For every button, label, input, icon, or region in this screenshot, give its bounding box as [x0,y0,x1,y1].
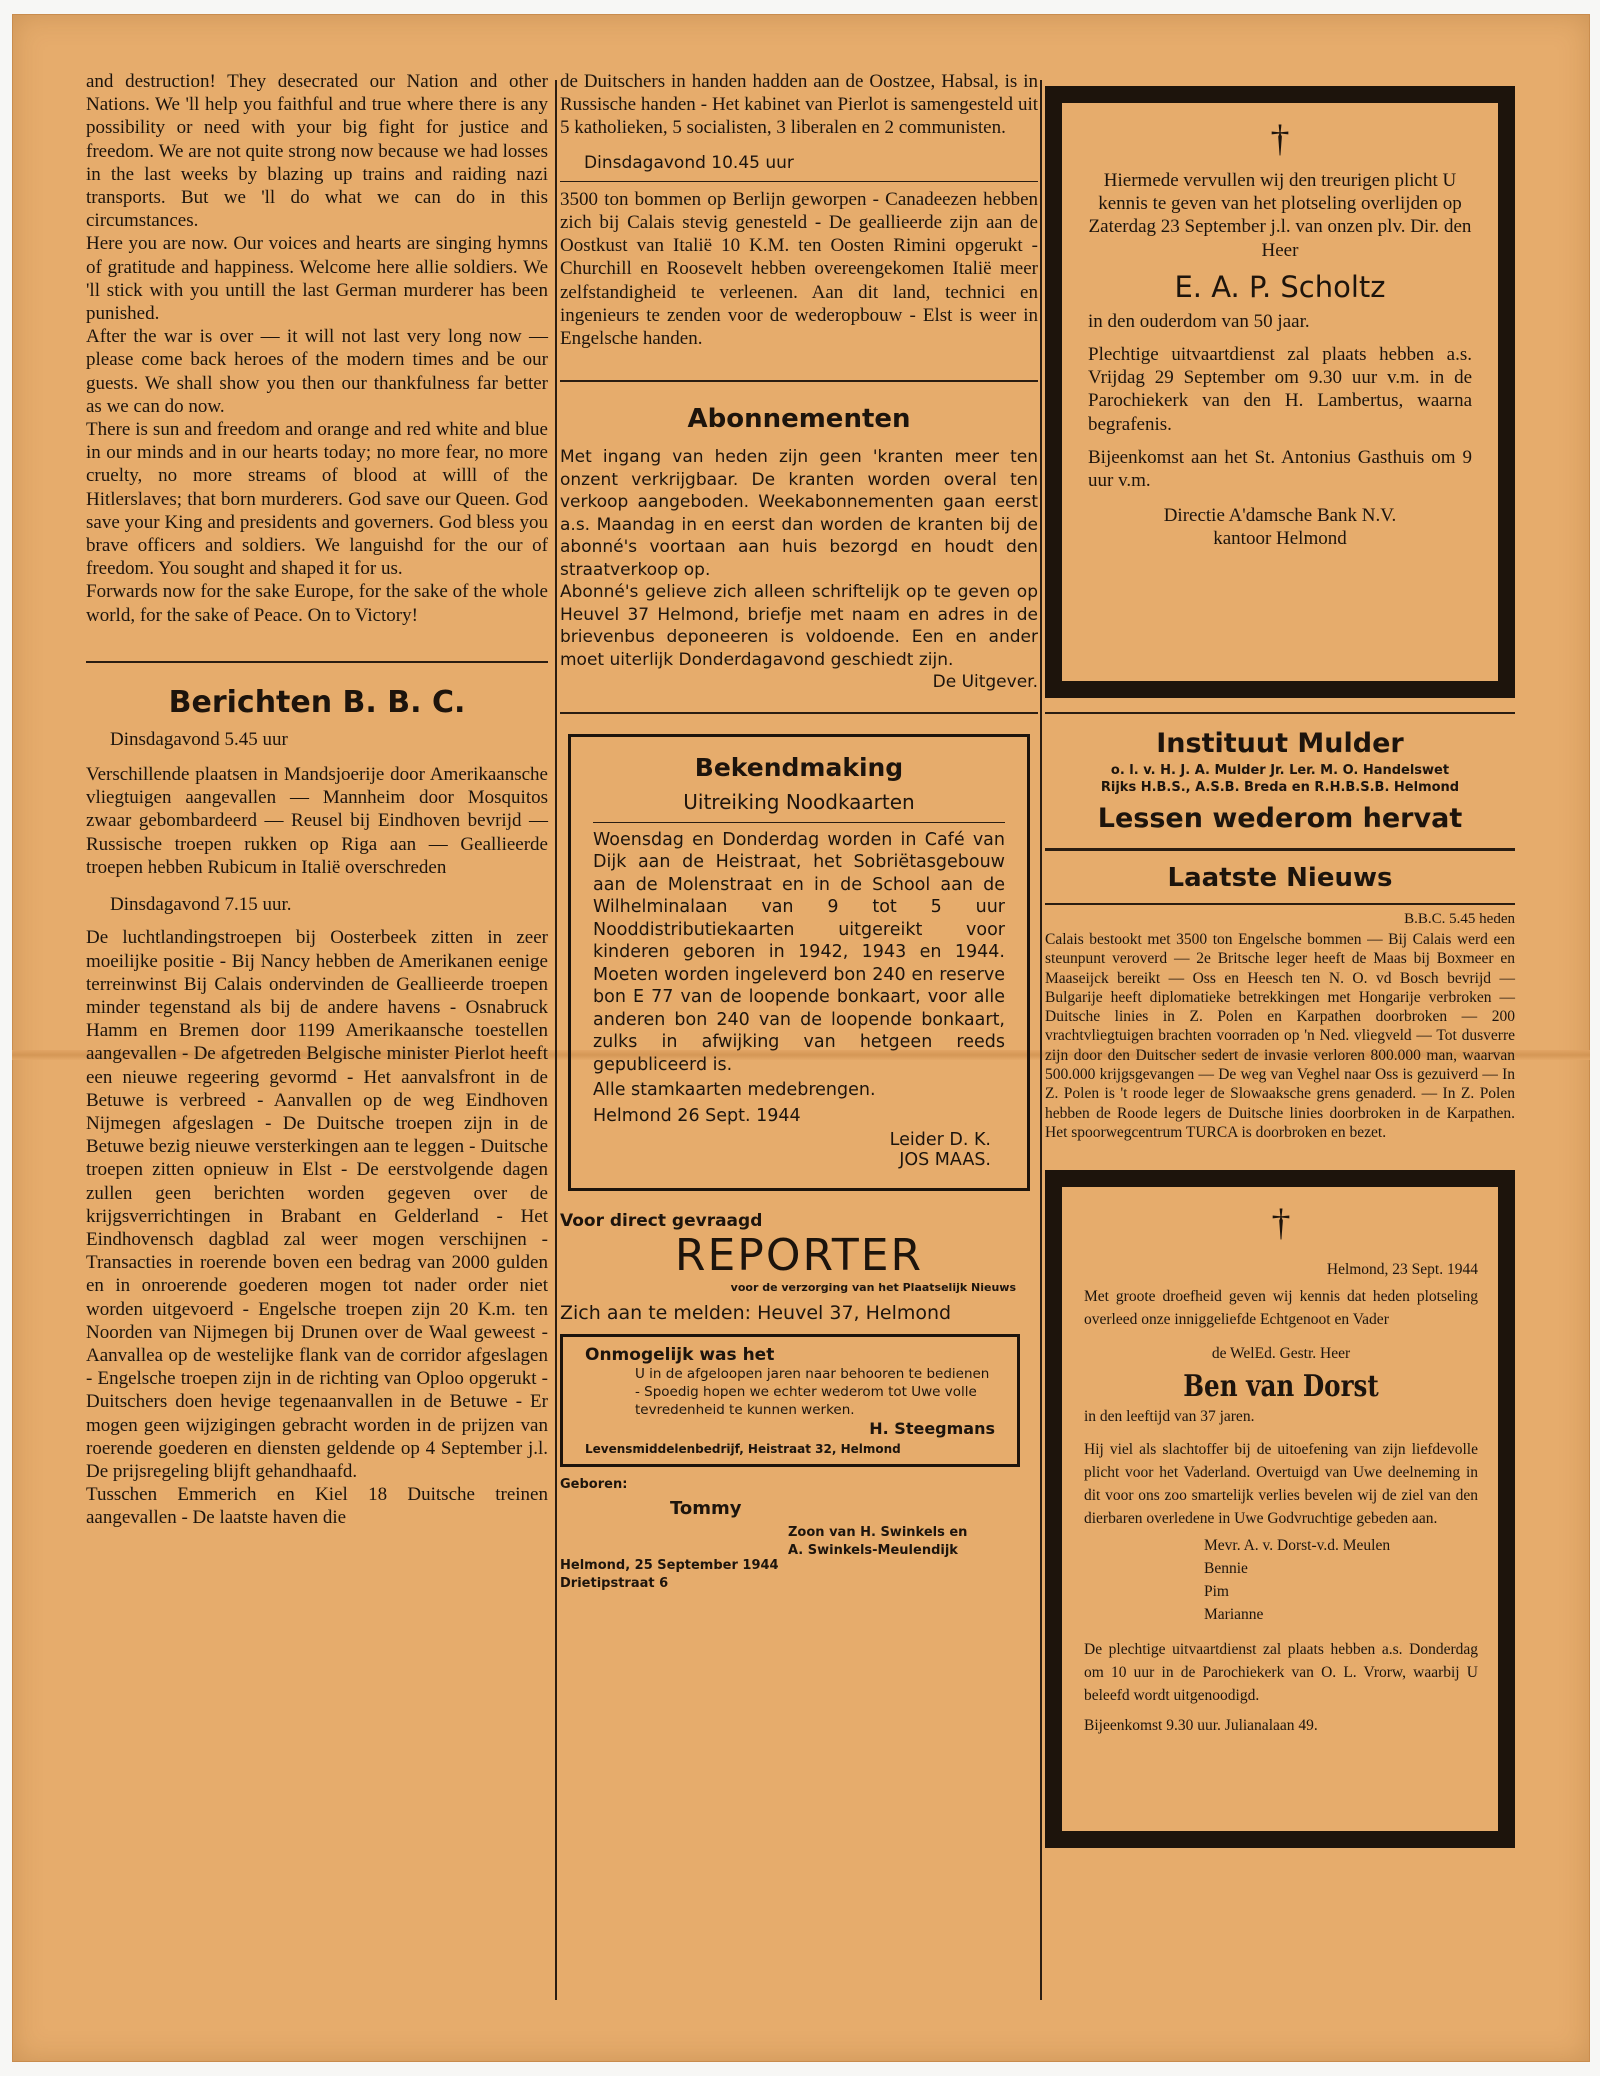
mulder-resumed: Lessen wederom hervat [1097,803,1463,834]
bekendmaking-subheading: Uitreiking Noodkaarten [683,789,915,814]
reporter-title: REPORTER [674,1230,924,1282]
reporter-subtitle: voor de verzorging van het Plaatselijk Nieuws [730,1281,1016,1295]
continued-news: de Duitschers in handen hadden aan de Oostzee, Habsal, is in Russische handen - Het kabinet van Pierlot is samengesteld uit 5 katholieken, 5 socialisten, 3 liberalen en 2 communisten. [560,71,1038,139]
bekendmaking-signer-title: Leider D. K. [889,1130,991,1151]
intro-paragraph: There is sun and freedom and orange and red white and blue in our minds and in our hearts today; no more fear, no more cruelty, no more streams of blood at willl of the Hitlerslaves; that born murderers. God save our Queen. God save your King and presidents and governers. God bless you brave officers and soldiers. We languishd for the our of freedom. You sought and shaped it for us. [86,419,548,580]
divider [560,380,1038,382]
intro-paragraph: Forwards now for the sake Europe, for the sake of the whole world, for the sake of Peace. On to Victory! [86,581,548,626]
laatste-nieuws-heading: Laatste Nieuws [1167,863,1393,893]
abonnementen-signature: De Uitgever. [932,672,1038,693]
cross-icon: † [1270,118,1290,160]
bekendmaking-signer-name: JOS MAAS. [899,1150,991,1171]
mulder-heading: Instituut Mulder [1156,728,1404,759]
bbc-text-3-col2: 3500 ton bommen op Berlijn geworpen - Canadeezen hebben zich bij Calais stevig genesteld - De geallieerde zijn aan de Oostkust van Italië 10 K.M. ten Oosten Rimini opgerukt - Churchill en Roosevelt hebben overeengekomen Italië meer zelfstandigheid te verleenen. Aan dit land, technici en ingenieurs te zenden voor de wederopbouw - Elst is weer in Engelsche handen. [560,188,1038,350]
bekendmaking-text: Woensdag en Donderdag worden in Café van Dijk aan de Heistraat, het Sobriëtasgebouw aan de Molenstraat en in de School aan de Wilhelminalaan van 9 tot 5 uur Nooddistributiekaarten uitgereikt voor kinderen geboren in 1942, 1943 en 1944. Moeten worden ingeleverd bon 240 en reserve bon E 77 van de loopende bonkaart, voor alle anderen bon 240 van de loopende bonkaart, zulks in afwijking van hetgeen reeds gepubliceerd is. [593,829,1005,1075]
steegmans-heading: Onmogelijk was het [585,1345,775,1366]
death-notice-van-dorst [1045,1170,1515,1848]
birth-notice [560,1477,1038,1591]
laatste-nieuws-source: B.B.C. 5.45 heden [1404,911,1515,927]
van-dorst-family [1084,1534,1478,1626]
death-notice-scholtz [1045,86,1515,698]
intro-paragraph: and destruction! They desecrated our Nation and other Nations. We 'll help you faithful and true where there is any possibility or need with your big fight for justice and freedom. We are not quite strong now because we had losses in the last weeks by blazing up trains and raiding nazi transports. But we 'll do what we can do in this circumstances. [86,71,548,232]
steegmans-text: U in de afgeloopen jaren naar behooren te bedienen - Spoedig hopen we echter wederom tot Uwe volle tevredenheid te kunnen werken. [635,1366,990,1419]
divider [1045,903,1515,905]
intro-paragraph: After the war is over — it will not last very long now — please come back heroes of the modern times and be our guests. We shall show you then our thankfulness far better as we can do now. [86,326,548,417]
mulder-line-2: Rijks H.B.S., A.S.B. Breda en R.H.B.S.B. Helmond [1100,780,1460,795]
van-dorst-age: in den leeftijd van 37 jaren. [1084,1408,1255,1426]
birth-name: Tommy [670,1498,742,1520]
steegmans-address: Levensmiddelenbedrijf, Heistraat 32, Helmond [585,1442,901,1457]
bbc-text-1: Verschillende plaatsen in Mandsjoerije door Amerikaansche vliegtuigen aangevallen — Mannheim door Mosquitos zwaar gebombardeerd — Reusel bij Eindhoven bevrijd — Russische troepen rukken op Riga aan — Geallieerde troepen hebben Rubicum in Italië overschreden [86,764,548,878]
birth-parent-2: A. Swinkels-Meulendijk [788,1543,958,1559]
bbc-heading: Berichten B. B. C. [168,684,466,720]
english-address [86,70,548,627]
scholtz-age: in den ouderdom van 50 jaar. [1088,310,1310,332]
bekendmaking-heading: Bekendmaking [694,752,904,782]
reporter-contact: Zich aan te melden: Heuvel 37, Helmond [560,1302,952,1325]
birth-address: Drietipstraat 6 [560,1576,669,1592]
bbc-time-1: Dinsdagavond 5.45 uur [110,728,288,750]
van-dorst-service: De plechtige uitvaartdienst zal plaats hebben a.s. Donderdag om 10 uur in de Parochiekerk van O. L. Vrorw, waarbij U beleefd wordt uitgenoodigd. [1084,1641,1478,1705]
abonnementen-body [560,446,1038,694]
scholtz-service: Plechtige uitvaartdienst zal plaats hebben a.s. Vrijdag 29 September om 9.30 uur v.m. in de Parochiekerk van den H. Lambertus, waarna begrafenis. [1088,344,1472,435]
steegmans-ad [560,1334,1020,1467]
divider [593,822,1005,823]
divider [560,181,1038,182]
bbc-time-2: Dinsdagavond 7.15 uur. [110,894,292,916]
family-member: Bennie [1204,1560,1248,1578]
column-rule-2 [1040,80,1042,2000]
mulder-line-1: o. l. v. H. J. A. Mulder Jr. Ler. M. O. Handelswet [1110,763,1450,778]
abonnementen-heading: Abonnementen [687,404,911,435]
scholtz-meeting: Bijeenkomst aan het St. Antonius Gasthuis om 9 uur v.m. [1088,446,1472,492]
column-2 [560,70,1038,1591]
van-dorst-meeting: Bijeenkomst 9.30 uur. Julianalaan 49. [1084,1717,1318,1735]
scholtz-signer-1: Directie A'damsche Bank N.V. [1163,505,1397,527]
van-dorst-story: Hij viel als slachtoffer bij de uitoefening van zijn liefdevolle plicht voor het Vaderland. Overtuigd van Uwe deelneming in dit voor ons zoo smartelijk verlies bevelen wij de ziel van den dierbaren overledene in Uwe Godvruchtige gebeden aan. [1084,1441,1478,1528]
van-dorst-date: Helmond, 23 Sept. 1944 [1326,1261,1478,1279]
van-dorst-name: Ben van Dorst [1183,1369,1379,1405]
scholtz-intro: Hiermede vervullen wij den treurigen plicht U kennis te geven van het plotseling overlijden op Zaterdag 23 September j.l. van onzen plv. Dir. den Heer [1088,170,1472,261]
bbc-text-3: Tusschen Emmerich en Kiel 18 Duitsche treinen aangevallen - De laatste haven die [86,1484,548,1529]
column-3 [1045,86,1515,1848]
divider [86,661,548,663]
bekendmaking-stamkaarten: Alle stamkaarten medebrengen. [593,1080,876,1101]
column-rule-1 [555,80,557,2000]
divider [1045,848,1515,851]
intro-paragraph: Here you are now. Our voices and hearts are singing hymns of gratitude and happiness. Welcome here allie soldiers. We 'll stick with you untill the last German murderer has been punished. [86,233,548,325]
birth-date: Helmond, 25 September 1944 [560,1558,779,1574]
van-dorst-title: de WelEd. Gestr. Heer [1211,1345,1351,1363]
reporter-ad [560,1211,1038,1324]
family-member: Marianne [1204,1606,1264,1624]
divider [1045,712,1515,714]
bekendmaking-box [568,734,1030,1192]
column-1 [86,70,548,1530]
abonnementen-text-2: Abonné's gelieve zich alleen schriftelijk op te geven op Heuvel 37 Helmond, briefje met naam en adres in de brievenbus deponeeren is voldoende. Een en ander moet uiterlijk Donderdagavond geschiedt zijn. [560,582,1038,670]
scholtz-name: E. A. P. Scholtz [1174,269,1386,304]
bbc-text-2: De luchtlandingstroepen bij Oosterbeek zitten in zeer moeilijke positie - Bij Nancy hebben de Amerikanen eenige terreinwinst Bij Calais ondervinden de Geallieerde troepen minder tegenstand als bij de andere havens - Osnabruck Hamm en Bremen door 1199 Amerikaansche toestellen aangevallen - De afgetreden Belgische minister Pierlot heeft een nieuwe regeering gevormd - Het aanvalsfront in de Betuwe is verbreed - Aanvallen op de weg Eindhoven Nijmegen afgeslagen - De Duitsche troepen zijn in de Betuwe bezig nieuwe versterkingen aan te leggen - Duitsche troepen zitten opnieuw in Elst - De eerstvolgende dagen zullen geen berichten worden gegeven over de krijgsverrichtingen in Brabant en Gelderland - Het Eindhovensch dagblad zal weer mogen verschijnen - Transacties in roerende boven een bedrag van 2000 gulden en in onroerende goederen mogen tot nader order niet worden uitgevoerd - Engelsche troepen zijn 20 K.m. ten Noorden van Nijmegen bij Drunen over de Waal geweest - Aanvallea op de westelijke flank van de corridor afgeslagen - Engelsche troepen zijn in de richting van Oploo opgerukt - Duitschers doen hevige tegenaanvallen in de Betuwe - Er mogen geen wijzigingen gebracht worden in de prijzen van roerende goederen en diensten geldende op 4 September j.l. De prijsregeling blijft gehandhaafd. [86,927,548,1482]
family-member: Pim [1204,1583,1229,1601]
bekendmaking-date: Helmond 26 Sept. 1944 [593,1106,801,1127]
steegmans-signature: H. Steegmans [869,1419,995,1439]
family-member: Mevr. A. v. Dorst-v.d. Meulen [1204,1537,1391,1555]
scholtz-signer-2: kantoor Helmond [1213,528,1347,550]
divider [560,712,1038,714]
bbc-time-3: Dinsdagavond 10.45 uur [584,152,794,173]
reporter-pretitle: Voor direct gevraagd [560,1211,763,1232]
cross-icon: † [1271,1202,1291,1245]
abonnementen-text-1: Met ingang van heden zijn geen 'kranten meer ten onzent verkrijgbaar. De kranten worden overal ten verkoop aangeboden. Weekabonnementen gaan eerst a.s. Maandag in en eerst dan worden de kranten bij de abonné's voortaan aan huis bezorgd en houdt den straatverkoop op. [560,447,1038,580]
laatste-nieuws-text: Calais bestookt met 3500 ton Engelsche bommen — Bij Calais werd een steunpunt veroverd — 2e Britsche leger heeft de Maas bij Boxmeer en Maaseijck bereikt — Oss en Heesch ten N. O. vd Bosch bevrijd — Bulgarije heeft diplomatieke betrekkingen met Hongarije verbroken — Duitsche linies in Z. Polen en Karpathen doorbroken — 200 vrachtvliegtuigen brachten voorraden op 'n Ned. vliegveld — Tot dusverre zijn door den Duitscher sedert de invasie verloren 800.000 man, waarvan 500.000 krijgsgevangen — De weg van Veghel naar Oss is gezuiverd — In Z. Polen is 't roode leger de Slowaaksche grens genaderd. — In Z. Polen hebben de Roode legers de Duitsche linies doorbroken in de Karpathen. Het spoorwegcentrum TURCA is doorbroken en bezet. [1045,931,1515,1141]
birth-parent-1: Zoon van H. Swinkels en [788,1525,968,1541]
birth-label: Geboren: [560,1477,628,1493]
van-dorst-intro: Met groote droefheid geven wij kennis dat heden plotseling overleed onze inniggeliefde Echtgenoot en Vader [1084,1288,1478,1329]
